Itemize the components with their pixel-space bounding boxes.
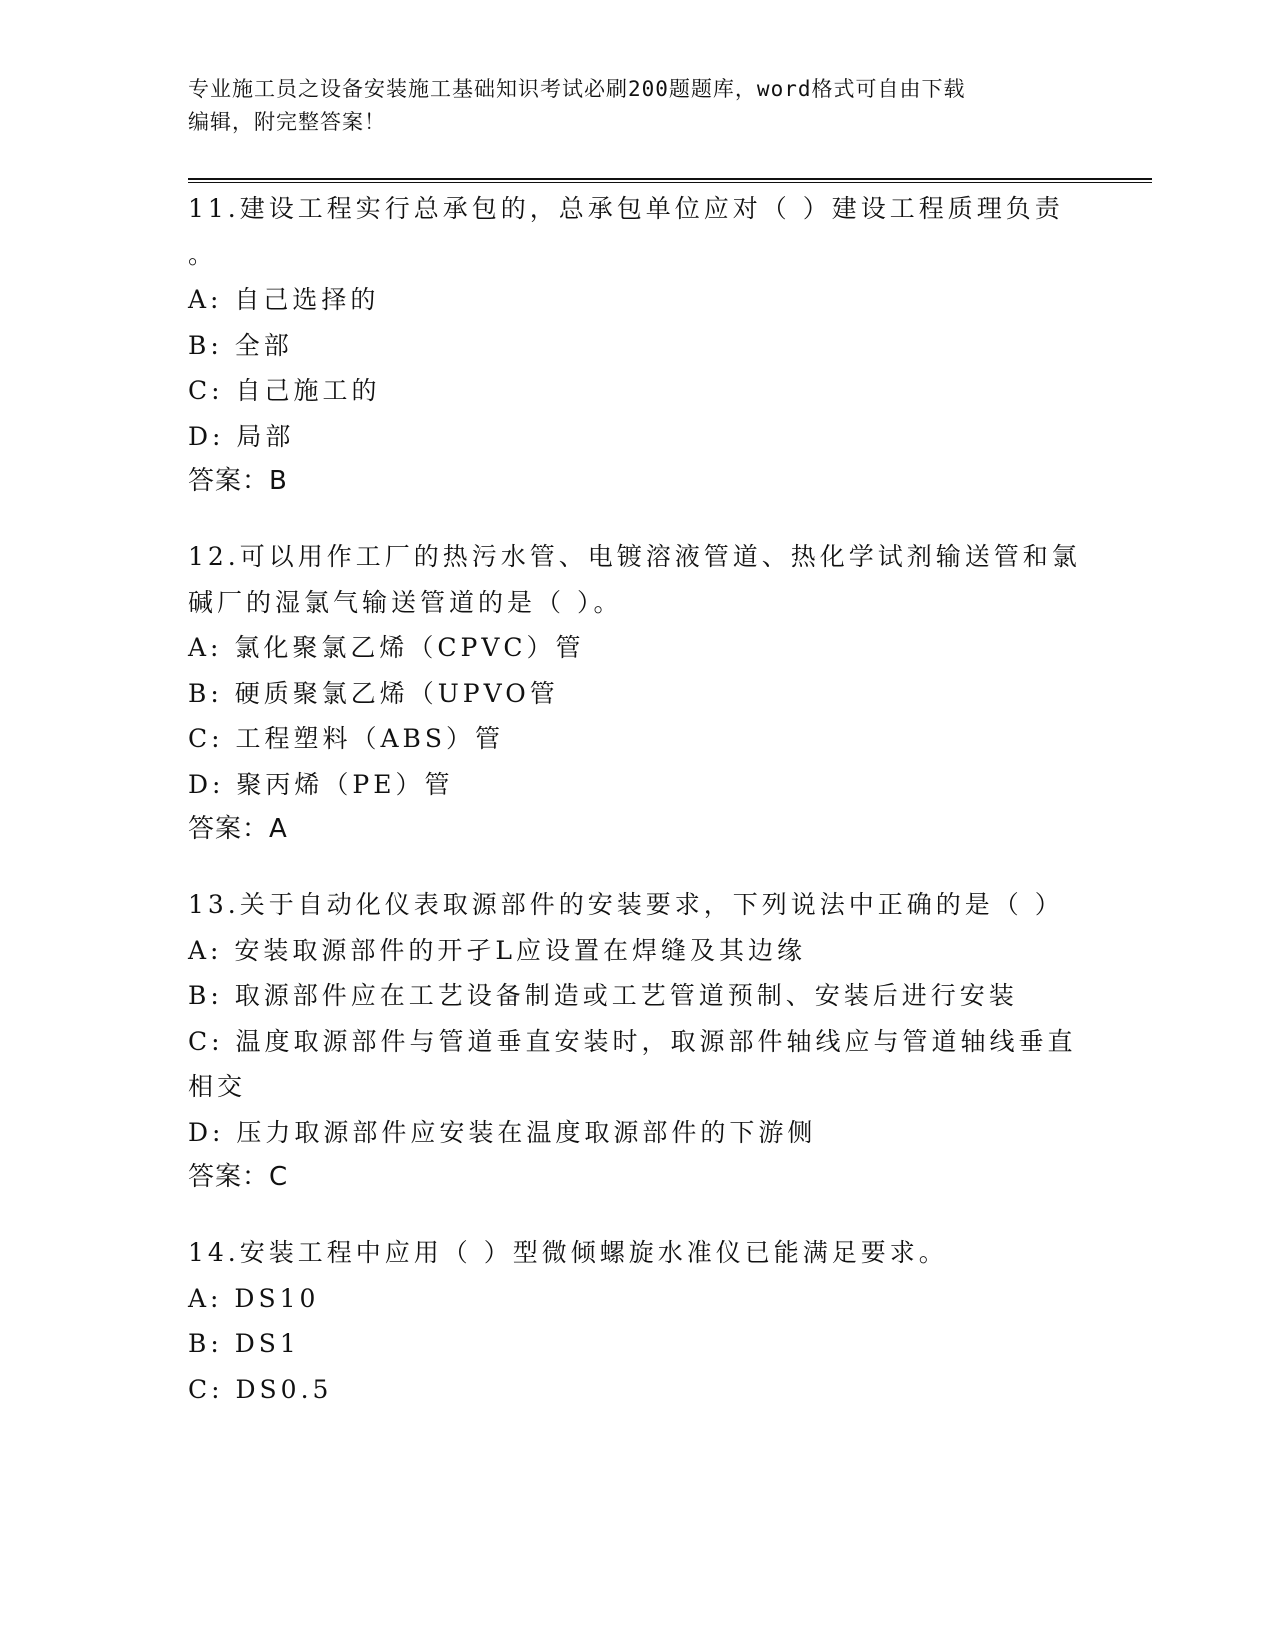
- option-text-line: B: 取源部件应在工艺设备制造或工艺管道预制、安装后进行安装: [188, 981, 1018, 1010]
- option-text-line: D: 压力取源部件应安装在温度取源部件的下游侧: [188, 1117, 817, 1147]
- question-block: [188, 1230, 1088, 1412]
- answer-option: [188, 1276, 1088, 1322]
- answer-option: [188, 928, 1088, 974]
- question-text-line: 碱厂的湿氯气输送管道的是（ ）。: [188, 587, 623, 617]
- answer-option: [188, 323, 1088, 369]
- answer-option: [188, 671, 1088, 717]
- answer-key: 答案：C: [188, 1162, 289, 1192]
- question-text: [188, 534, 1088, 625]
- answer-option: [188, 1019, 1088, 1110]
- question-text: [188, 186, 1088, 277]
- answer-option: [188, 1110, 1088, 1156]
- option-text-line: C: 自己施工的: [188, 376, 381, 405]
- option-text-line: B: 全部: [188, 330, 293, 360]
- option-text-line: D: 局部: [188, 421, 295, 451]
- question-text: [188, 1230, 1088, 1276]
- option-text-line: A: 氯化聚氯乙烯（CPVC）管: [188, 633, 585, 662]
- header-line: 编辑，附完整答案！: [188, 110, 386, 134]
- answer-option: [188, 1367, 1088, 1413]
- option-text-line: D: 聚丙烯（PE）管: [188, 769, 454, 799]
- answer-option: [188, 368, 1088, 414]
- document-header: [188, 73, 1088, 139]
- question-block: [188, 534, 1088, 852]
- header-divider: [188, 178, 1152, 183]
- question-block: [188, 882, 1088, 1200]
- option-text-line: 相交: [188, 1072, 247, 1101]
- option-text-line: A: DS10: [188, 1283, 320, 1313]
- header-line: 专业施工员之设备安装施工基础知识考试必刷200题题库，word格式可自由下载: [188, 77, 966, 101]
- option-text-line: C: DS0.5: [188, 1374, 333, 1404]
- option-text-line: A: 自己选择的: [188, 285, 380, 314]
- question-block: [188, 186, 1088, 504]
- question-text-line: 12.可以用作工厂的热污水管、电镀溶液管道、热化学试剂输送管和氯: [188, 542, 1081, 571]
- answer-option: [188, 716, 1088, 762]
- answer-key: 答案：A: [188, 814, 288, 844]
- option-text-line: B: 硬质聚氯乙烯（UPVO管: [188, 678, 559, 708]
- option-text-line: C: 工程塑料（ABS）管: [188, 724, 505, 753]
- question-text-line: 。: [188, 239, 218, 269]
- question-list: [188, 186, 1088, 1442]
- question-text-line: 14.安装工程中应用（ ）型微倾螺旋水准仪已能满足要求。: [188, 1238, 948, 1267]
- question-text-line: 13.关于自动化仪表取源部件的安装要求，下列说法中正确的是（ ）: [188, 890, 1064, 919]
- answer-option: [188, 414, 1088, 460]
- question-text: [188, 882, 1088, 928]
- answer-option: [188, 277, 1088, 323]
- answer-key: 答案：B: [188, 466, 288, 496]
- option-text-line: B: DS1: [188, 1329, 300, 1358]
- answer-option: [188, 762, 1088, 808]
- question-text-line: 11.建设工程实行总承包的，总承包单位应对（ ）建设工程质理负责: [188, 194, 1064, 223]
- answer-option: [188, 1321, 1088, 1367]
- answer-option: [188, 973, 1088, 1019]
- answer-option: [188, 625, 1088, 671]
- option-text-line: C: 温度取源部件与管道垂直安装时，取源部件轴线应与管道轴线垂直: [188, 1026, 1077, 1056]
- option-text-line: A: 安装取源部件的开孑L应设置在焊缝及其边缘: [188, 935, 807, 965]
